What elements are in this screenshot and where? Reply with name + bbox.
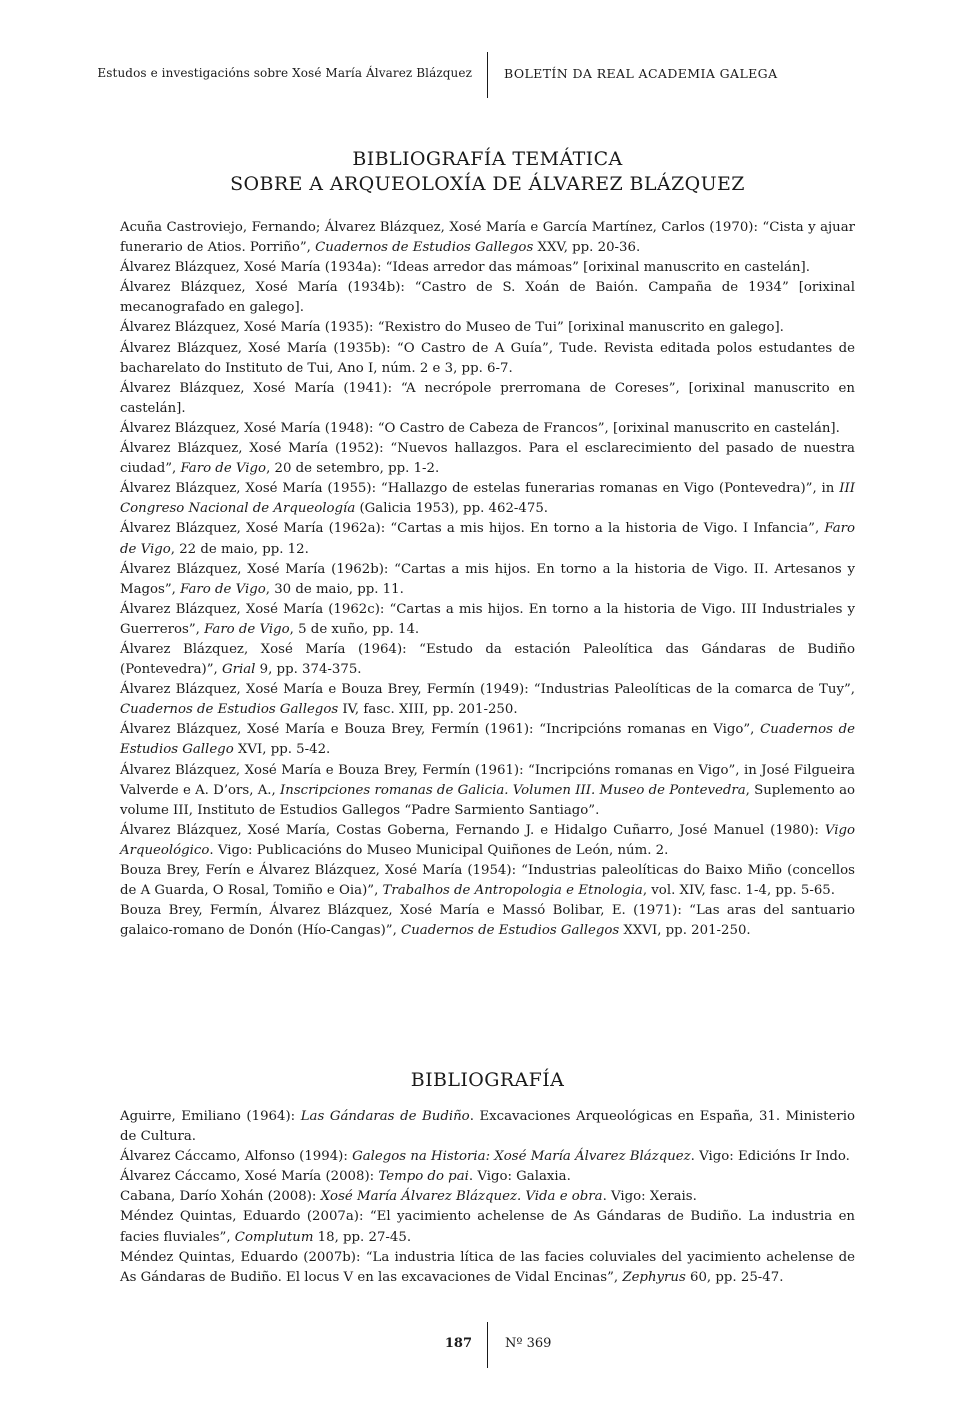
reference-text: Aguirre, Emiliano (1964): [120,1109,301,1124]
reference-entry [120,479,855,519]
reference-entry [120,419,855,439]
reference-entry [120,1248,855,1288]
reference-entry [120,339,855,379]
reference-text: Álvarez Blázquez, Xosé María e Bouza Brey, Fermín (1949): “Industrias Paleolíticas de la comarca de Tuy”, [120,682,855,698]
bibliography-title: BIBLIOGRAFÍA [410,1069,565,1091]
reference-italic-title: Cuadernos de Estudios Gallegos [315,240,534,256]
reference-italic-title: Cuadernos de Estudios Gallegos [120,702,339,718]
reference-italic-title: Faro de Vigo [180,461,267,477]
reference-entry [120,861,855,901]
reference-text: . Vigo: Edicións Ir Indo. [690,1149,850,1165]
reference-text: Méndez Quintas, Eduardo (2007a): “El yacimiento achelense de As Gándaras de Budiño. La industria en facies fluviales”, [120,1209,855,1245]
reference-text: , 5 de xuño, pp. 14. [289,621,420,637]
reference-text: Cabana, Darío Xohán (2008): [120,1189,321,1205]
reference-text: . Vigo: Galaxia. [468,1169,571,1185]
reference-entry [120,439,855,479]
thematic-title-line-1: BIBLIOGRAFÍA TEMÁTICA [352,148,623,170]
reference-italic-title: III Congreso Nacional de Arqueología [120,481,855,517]
running-header-right: BOLETÍN DA REAL ACADEMIA GALEGA [504,66,778,81]
reference-italic-title: Tempo do pai [378,1169,469,1185]
reference-entry [120,680,855,720]
reference-entry [120,901,855,941]
thematic-bibliography-title [0,147,975,197]
reference-entry [120,258,855,278]
header-divider [487,52,488,98]
reference-entry [120,278,855,318]
reference-entry [120,218,855,258]
reference-text: Álvarez Blázquez, Xosé María (1962a): “Cartas a mis hijos. En torno a la historia de Vigo. I Infancia”, [120,521,825,537]
reference-text: . Vigo: Xerais. [602,1189,697,1205]
reference-text: , 22 de maio, pp. 12. [170,541,309,557]
reference-text: XXV, pp. 20-36. [533,240,641,256]
reference-italic-title: Cuadernos de Estudios Gallego [120,722,856,758]
reference-entry [120,1207,855,1247]
reference-italic-title: Galegos na Historia: Xosé María Álvarez Blázquez [352,1149,691,1165]
running-header-left: Estudos e investigacións sobre Xosé María Álvarez Blázquez [97,66,472,80]
reference-text: Álvarez Blázquez, Xosé María, Costas Goberna, Fernando J. e Hidalgo Cuñarro, José Manuel (1980): [120,822,825,838]
reference-text: 60, pp. 25-47. [685,1269,784,1285]
reference-text: Álvarez Blázquez, Xosé María (1941): “A necrópole prerromana de Coreses”, [orixinal manuscrito en castelán]. [120,380,855,416]
thematic-title-line-2: SOBRE A ARQUEOLOXÍA DE ÁLVAREZ BLÁZQUEZ [230,173,745,195]
reference-text: , 30 de maio, pp. 11. [265,581,404,597]
reference-italic-title: Faro de Vigo [180,581,266,597]
reference-text: Bouza Brey, Ferín e Álvarez Blázquez, Xosé María (1954): “Industrias paleolíticas do Baixo Miño (concellos de A Guarda, O Rosal, Tomiño e Oia)”, [120,863,855,899]
reference-entry [120,519,855,559]
reference-text: XXVI, pp. 201-250. [619,923,751,939]
reference-italic-title: Xosé María Álvarez Blázquez. Vida e obra [320,1189,603,1205]
reference-text: 9, pp. 374-375. [255,662,362,678]
reference-text: Álvarez Blázquez, Xosé María (1934b): “Castro de S. Xoán de Baión. Campaña de 1934” [orixinal mecanografado en galego]. [120,280,855,316]
reference-text: Acuña Castroviejo, Fernando; Álvarez Blázquez, Xosé María e García Martínez, Carlos (1970): “Cista y ajuar funerario de Atios. Porriño”, [120,220,855,256]
reference-entry [120,318,855,338]
reference-text: Méndez Quintas, Eduardo (2007b): “La industria lítica de las facies coluviales del yacimiento achelense de As Gándaras de Budiño. El locus V en las excavaciones de Vidal Encinas”, [120,1249,855,1285]
reference-italic-title: Faro de Vigo [120,521,855,557]
reference-text: Álvarez Blázquez, Xosé María (1948): “O Castro de Cabeza de Francos”, [orixinal manuscrito en castelán]. [120,420,840,436]
reference-text: (Galicia 1953), pp. 462-475. [355,501,549,517]
reference-italic-title: Zephyrus [622,1269,686,1285]
reference-text: Álvarez Blázquez, Xosé María (1964): “Estudo da estación Paleolítica das Gándaras de Budiño (Pontevedra)”, [120,641,855,678]
reference-italic-title: Faro de Vigo [204,621,290,637]
reference-text: Álvarez Blázquez, Xosé María (1955): “Hallazgo de estelas funerarias romanas en Vigo (Pontevedra)”, in [120,481,840,497]
reference-entry [120,1187,855,1207]
reference-entry [120,1167,855,1187]
thematic-reference-list [120,218,855,941]
reference-text: Álvarez Cáccamo, Alfonso (1994): [120,1149,353,1165]
reference-text: . Excavaciones Arqueológicas en España, 31. Ministerio de Cultura. [120,1109,855,1145]
reference-entry [120,1107,855,1147]
issue-number: Nº 369 [505,1336,552,1351]
reference-text: Álvarez Blázquez, Xosé María e Bouza Brey, Fermín (1961): “Incripcións romanas en Vigo”, in José Filgueira Valverde e A. D’ors, A., [120,762,855,798]
reference-italic-title: Las Gándaras de Budiño [300,1109,470,1124]
reference-text: Álvarez Blázquez, Xosé María (1935b): “O Castro de A Guía”, Tude. Revista editada polos estudantes de bacharelato do Instituto de Tui, Ano I, núm. 2 e 3, pp. 6-7. [120,340,855,376]
reference-italic-title: Inscripciones romanas de Galicia. Volumen III. Museo de Pontevedra [280,782,746,798]
reference-text: Álvarez Blázquez, Xosé María (1962c): “Cartas a mis hijos. En torno a la historia de Vigo. III Industriales y Guerreros”, [120,601,855,637]
reference-text: Bouza Brey, Fermín, Álvarez Blázquez, Xosé María e Massó Bolibar, E. (1971): “Las aras del santuario galaico-romano de Donón (Hío-Cangas)”, [120,903,855,939]
reference-italic-title: Complutum [234,1229,314,1245]
reference-text: 18, pp. 27-45. [313,1229,412,1245]
reference-entry [120,560,855,600]
reference-entry [120,379,855,419]
reference-text: Álvarez Blázquez, Xosé María (1952): “Nuevos hallazgos. Para el esclarecimiento del pasado de nuestra ciudad”, [120,441,855,477]
reference-italic-title: Grial [222,662,256,678]
reference-text: . Vigo: Publicacións do Museo Municipal Quiñones de León, núm. 2. [209,842,669,858]
reference-text: Álvarez Blázquez, Xosé María e Bouza Brey, Fermín (1961): “Incripcións romanas en Vigo”, [120,722,761,738]
footer-divider [487,1322,488,1368]
reference-text: Álvarez Blázquez, Xosé María (1935): “Rexistro do Museo de Tui” [orixinal manuscrito en galego]. [120,320,784,336]
reference-entry [120,720,855,760]
reference-italic-title: Trabalhos de Antropologia e Etnologia [382,883,643,899]
reference-text: Álvarez Blázquez, Xosé María (1934a): “Ideas arredor das mámoas” [orixinal manuscrito en castelán]. [120,260,810,276]
reference-text: , 20 de setembro, pp. 1-2. [266,461,440,477]
reference-text: , vol. XIV, fasc. 1-4, pp. 5-65. [642,883,835,899]
page-number: 187 [444,1336,472,1351]
reference-text: Álvarez Blázquez, Xosé María (1962b): “Cartas a mis hijos. En torno a la historia de Vigo. II. Artesanos y Magos”, [120,561,855,597]
reference-italic-title: Vigo Arqueológico [120,822,855,858]
reference-entry [120,761,855,821]
reference-entry [120,640,855,680]
reference-text: XVI, pp. 5-42. [233,742,331,758]
reference-entry [120,821,855,861]
reference-entry [120,1147,855,1167]
reference-text: , Suplemento ao volume III, Instituto de Estudios Gallegos “Padre Sarmiento Santiago”. [120,782,855,818]
reference-text: IV, fasc. XIII, pp. 201-250. [338,702,518,718]
bibliography-reference-list [120,1107,855,1288]
reference-italic-title: Cuadernos de Estudios Gallegos [401,923,620,939]
reference-text: Álvarez Cáccamo, Xosé María (2008): [120,1169,379,1185]
reference-entry [120,600,855,640]
